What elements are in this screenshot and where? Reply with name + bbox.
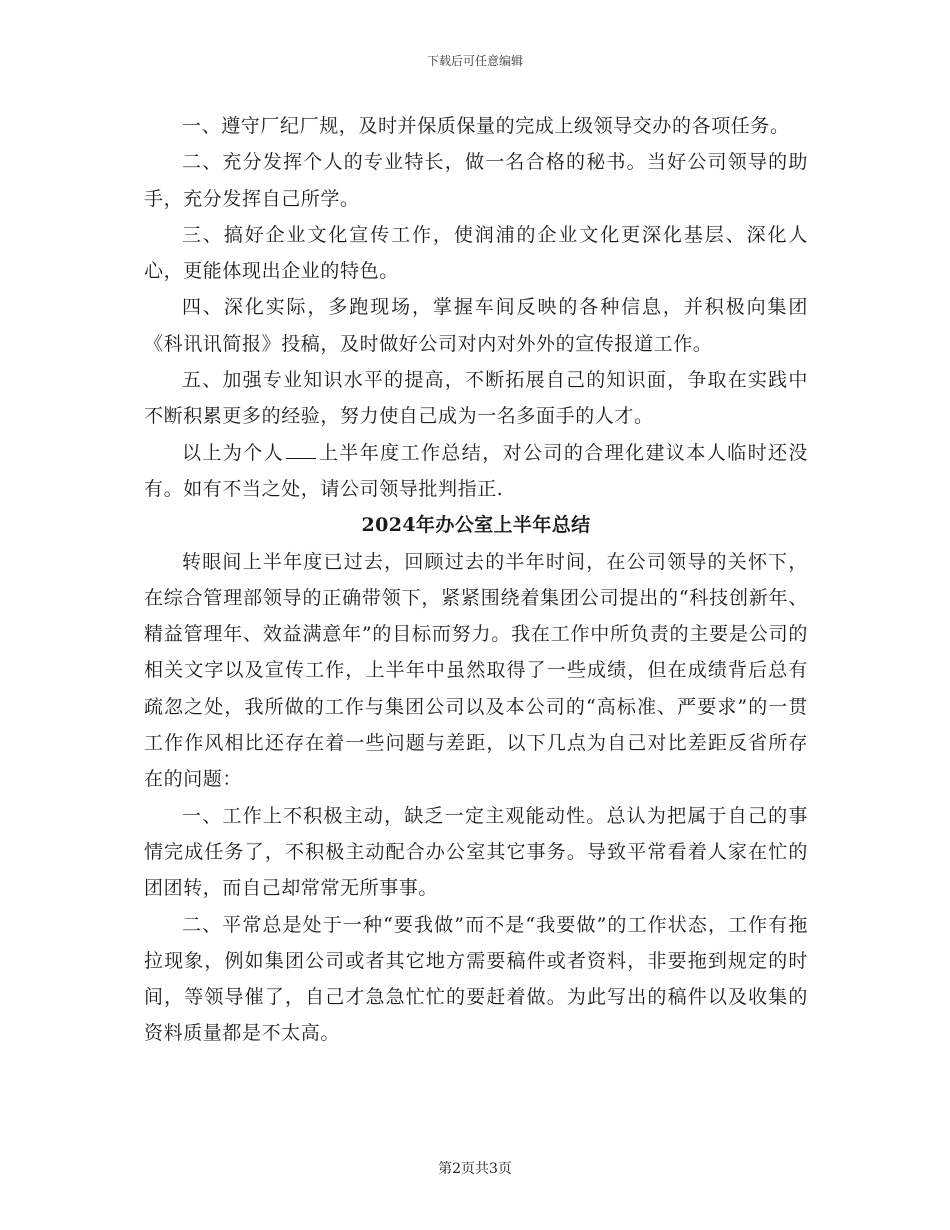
paragraph-item-3: 三、搞好企业文化宣传工作，使润浦的企业文化更深化基层、深化人心，更能体现出企业的特色。 bbox=[144, 223, 808, 283]
closing-text-start: 以上为个人 bbox=[182, 441, 285, 464]
paragraph-item-2: 二、充分发挥个人的专业特长，做一名合格的秘书。当好公司领导的助手，充分发挥自己所学。 bbox=[144, 151, 808, 210]
closing-text-end: 上半年度工作总结，对公司的合理化建议本人临时还没有。如有不当之处，请公司领导批判指正. bbox=[144, 441, 808, 500]
closing-paragraph bbox=[144, 435, 808, 508]
paragraph-item-4: 四、深化实际，多跑现场，掌握车间反映的各种信息，并积极向集团《科讯讯简报》投稿，及时做好公司对内对外外的宣传报道工作。 bbox=[144, 296, 808, 355]
page-header: 下载后可任意编辑 bbox=[426, 54, 523, 68]
problem-paragraph-1: 一、工作上不积极主动，缺乏一定主观能动性。总认为把属于自己的事情完成任务了，不积极主动配合办公室其它事务。导致平常看着人家在忙的团团转，而自己却常常无所事事。 bbox=[144, 804, 808, 900]
document-body bbox=[144, 108, 808, 1052]
paragraph-item-5: 五、加强专业知识水平的提高，不断拓展自己的知识面，争取在实践中不断积累更多的经验，努力使自己成为一名多面手的人才。 bbox=[144, 369, 808, 428]
paragraph-item-1: 一、遵守厂纪厂规，及时并保质保量的完成上级领导交办的各项任务。 bbox=[182, 115, 790, 137]
intro-paragraph: 转眼间上半年度已过去，回顾过去的半年时间，在公司领导的关怀下，在综合管理部领导的正确带领下，紧紧围绕着集团公司提出的“科技创新年、精益管理年、效益满意年”的目标而努力。我在工作中所负责的主要是公司的相关文字以及宣传工作，上半年中虽然取得了一些成绩，但在成绩背后总有疏忽之处，我所做的工作与集团公司以及本公司的“高标准、严要求”的一贯工作作风相比还存在着一些问题与差距，以下几点为自己对比差距反省所存在的问题： bbox=[144, 550, 808, 791]
problem-paragraph-2: 二、平常总是处于一种“要我做”而不是“我要做”的工作状态，工作有拖拉现象，例如集团公司或者其它地方需要稿件或者资料，非要拖到规定的时间，等领导催了，自己才急急忙忙的要赶着做。为此写出的稿件以及收集的资料质量都是不太高。 bbox=[144, 913, 808, 1045]
blank-underline bbox=[286, 440, 316, 459]
page-footer: 第2页共3页 bbox=[438, 1161, 512, 1177]
section-title: 2024年办公室上半年总结 bbox=[361, 514, 591, 537]
